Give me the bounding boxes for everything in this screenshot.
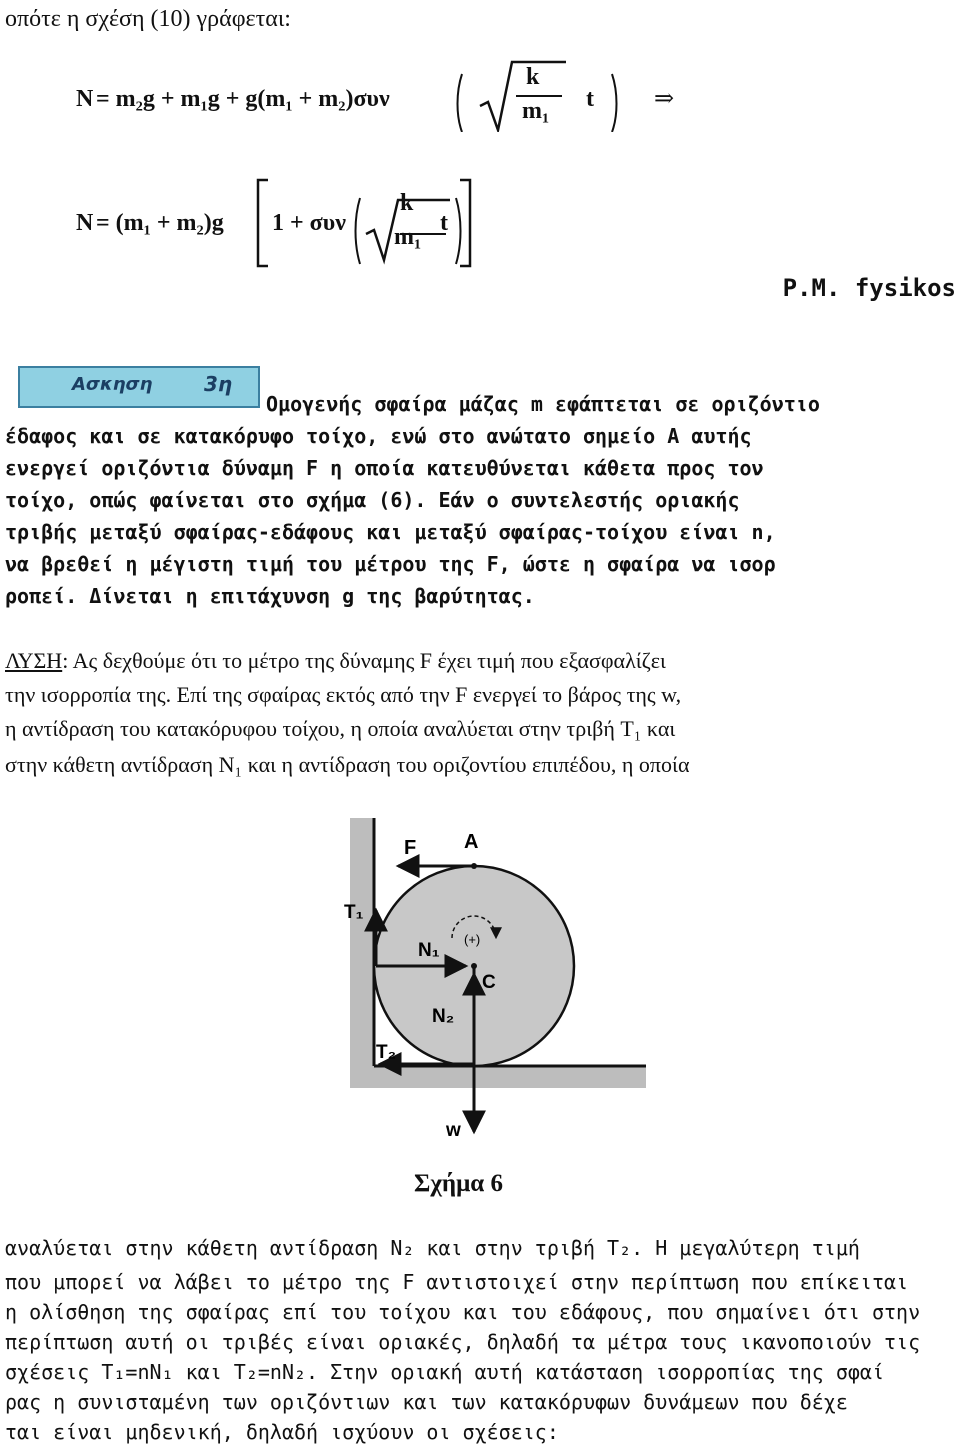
label-N2: N₂	[432, 1006, 455, 1027]
equation-2-bracket-text: 1 + συν	[272, 210, 346, 236]
implies-arrow: ⇒	[654, 86, 675, 112]
continuation-line-1: αναλύεται στην κάθετη αντίδραση N₂ και στην τριβή T₂. Η μεγαλύτερη τιμή	[5, 1236, 860, 1260]
equation-1-t: t	[586, 86, 594, 112]
equation-1-body: = m₂g + m₁g + g(m₁ + m₂)συν	[96, 86, 390, 112]
figure-6	[340, 818, 960, 1148]
equation-1-lhs: N	[76, 86, 94, 112]
intro-text: οπότε η σχέση (10) γράφεται:	[5, 6, 291, 32]
equation-2-body: = (m₁ + m₂)g	[96, 210, 224, 236]
label-N1: N₁	[418, 940, 440, 961]
equation-1	[76, 64, 675, 142]
equation-2-frac-den: m₁	[394, 224, 422, 250]
solution-line-4: στην κάθετη αντίδραση N₁ και η αντίδραση του οριζοντίου επιπέδου, η οποία	[5, 752, 690, 777]
solution-line-1-text: : Ας δεχθούμε ότι το μέτρο της δύναμης F έχει τιμή που εξασφαλίζει	[62, 648, 666, 673]
exercise-badge-label: Ασκηση	[72, 374, 153, 395]
signature: P.M. fysikos	[782, 274, 956, 302]
continuation-line-6: ρας η συνισταμένη των οριζόντιων και των κατακόρυφων δυνάμεων που δέχε	[5, 1390, 848, 1414]
solution-line-2: την ισορροπία της. Επί της σφαίρας εκτός από την F ενεργεί το βάρος της w,	[5, 682, 682, 707]
continuation-line-2: που μπορεί να λάβει το μέτρο της F αντιστοιχεί στην περίπτωση που επίκειται	[5, 1270, 909, 1294]
solution-label: ΛΥΣΗ	[5, 648, 63, 673]
equation-2-lhs: N	[76, 210, 94, 236]
figure-caption: Σχήμα 6	[414, 1170, 503, 1197]
exercise-line-6: να βρεθεί η μέγιστη τιμή του μέτρου της F, ώστε η σφαίρα να ισορ	[5, 552, 776, 576]
exercise-badge	[18, 366, 260, 408]
exercise-line-5: τριβής μεταξύ σφαίρας-εδάφους και μεταξύ σφαίρας-τοίχου είναι n,	[5, 520, 776, 544]
exercise-line-3: ενεργεί οριζόντια δύναμη F η οποία κατευθύνεται κάθετα προς τον	[5, 456, 764, 480]
exercise-badge-number: 3η	[204, 372, 233, 396]
label-C: C	[482, 972, 496, 993]
label-w: w	[446, 1120, 461, 1141]
equation-1-frac-num: k	[526, 64, 540, 90]
wall	[350, 818, 374, 1086]
equation-2	[76, 180, 516, 270]
continuation-line-3: η ολίσθηση της σφαίρας επί του τοίχου και του εδάφους, που σημαίνει ότι στην	[5, 1300, 921, 1324]
continuation-line-5: σχέσεις T₁=nN₁ και T₂=nN₂. Στην οριακή αυτή κατάσταση ισορροπίας της σφαί	[5, 1360, 884, 1384]
point-A	[471, 863, 477, 869]
label-T2: T₂	[376, 1042, 397, 1063]
exercise-line-2: έδαφος και σε κατακόρυφο τοίχο, ενώ στο ανώτατο σημείο A αυτής	[5, 424, 752, 448]
equation-2-frac-num: k	[400, 190, 414, 216]
label-F: F	[404, 837, 417, 859]
exercise-line-1: Ομογενής σφαίρα μάζας m εφάπτεται σε οριζόντιο	[266, 392, 820, 416]
exercise-line-4: τοίχο, οπώς φαίνεται στο σχήμα (6). Εάν ο συντελεστής οριακής	[5, 488, 740, 512]
equation-2-t: t	[440, 210, 448, 236]
exercise-line-7: ροπεί. Δίνεται η επιτάχυνση g της βαρύτητας.	[5, 584, 535, 608]
equation-1-frac-den: m₁	[522, 98, 550, 124]
label-plus: (+)	[464, 932, 481, 947]
solution-line-3: η αντίδραση του κατακόρυφου τοίχου, η οποία αναλύεται στην τριβή T₁ και	[5, 716, 676, 741]
label-A: A	[464, 831, 479, 853]
floor	[350, 1066, 646, 1088]
continuation-line-7: ται είναι μηδενική, δηλαδή ισχύουν οι σχέσεις:	[5, 1420, 559, 1444]
solution-line-1	[5, 646, 666, 676]
continuation-line-4: περίπτωση αυτή οι τριβές είναι οριακές, δηλαδή τα μέτρα τους ικανοποιούν τις	[5, 1330, 921, 1354]
label-T1: T₁	[344, 902, 364, 923]
